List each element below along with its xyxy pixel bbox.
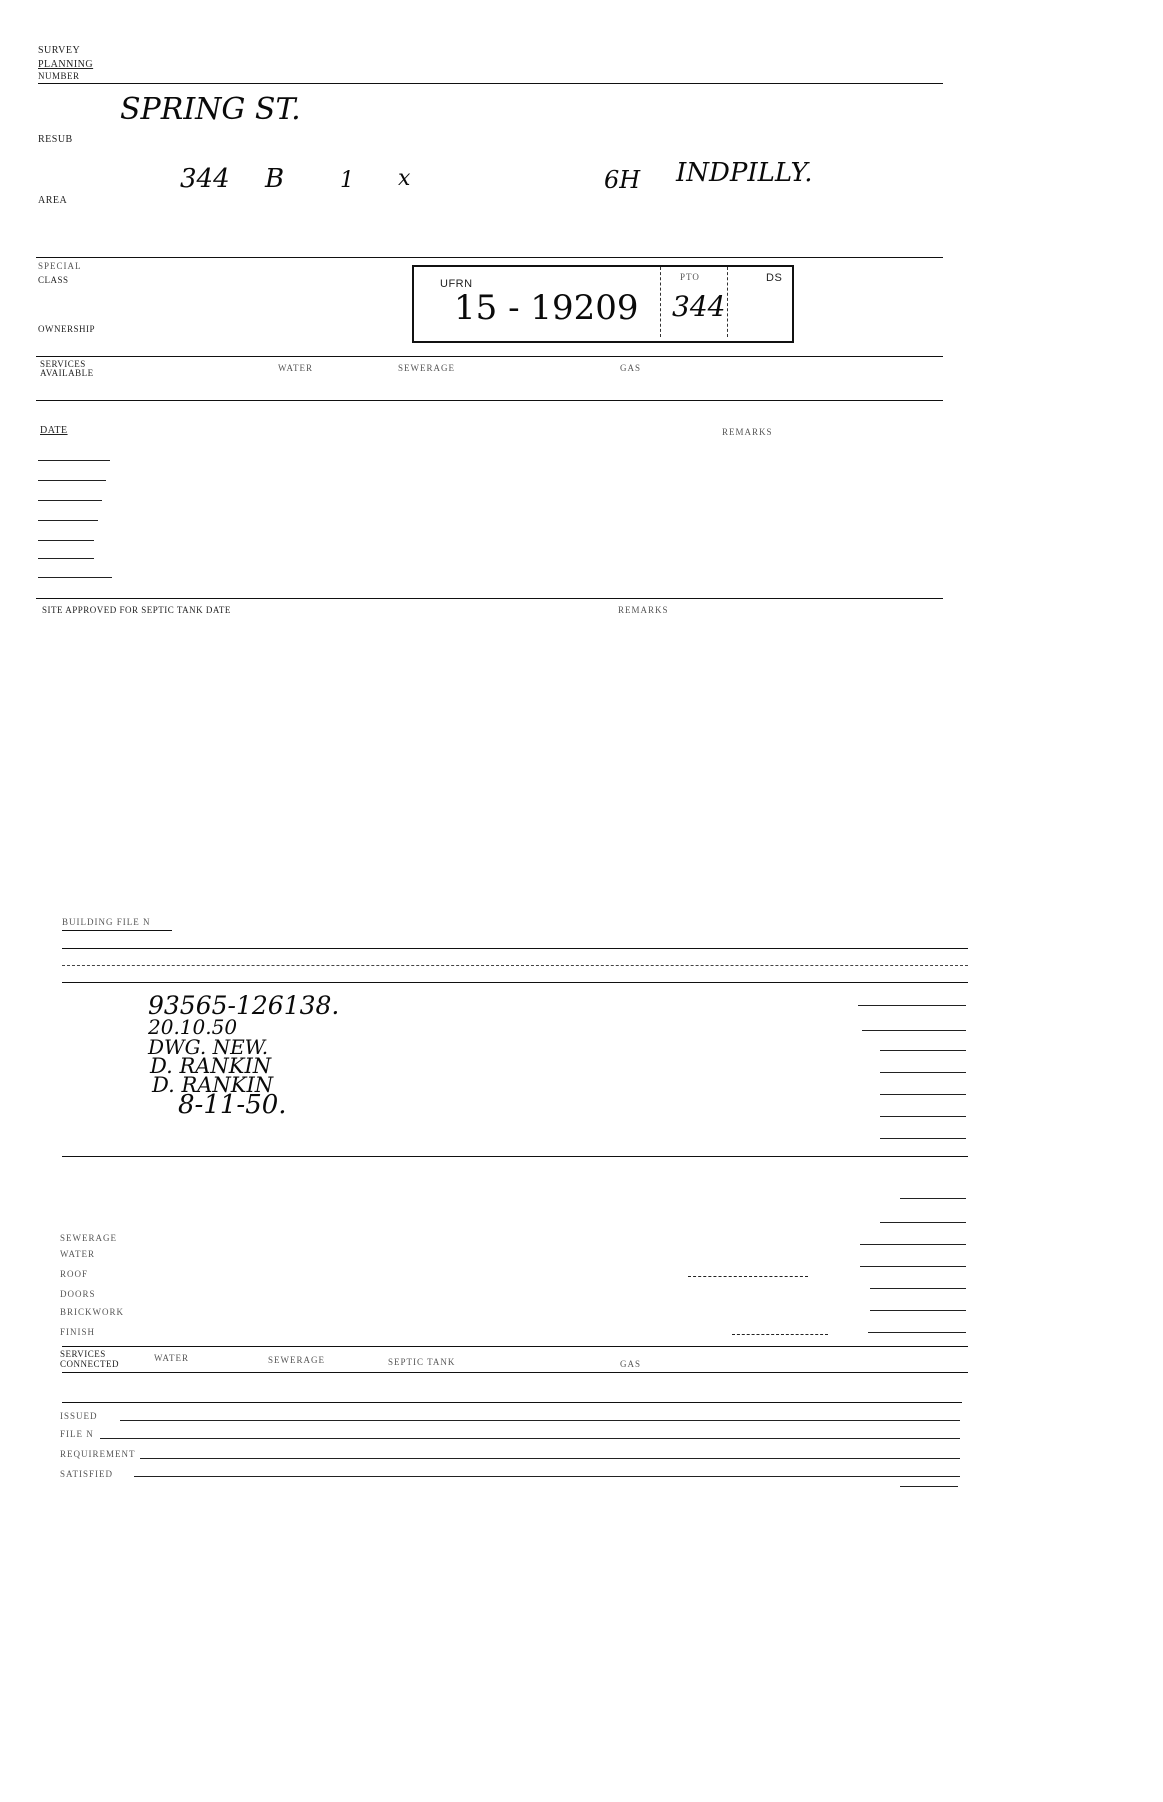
header-rule <box>38 83 943 84</box>
bottom-rule-1 <box>62 948 968 949</box>
form-line <box>868 1332 966 1333</box>
footer-label-requirement: REQUIREMENT <box>60 1449 136 1459</box>
bottom-rule-4 <box>62 1346 968 1347</box>
planning-label: PLANNING <box>38 59 94 70</box>
left-label-doors: DOORS <box>60 1289 96 1299</box>
form-line <box>688 1276 808 1277</box>
form-line <box>880 1222 966 1223</box>
form-line <box>880 1050 966 1051</box>
form-line <box>900 1198 966 1199</box>
number-label: NUMBER <box>38 71 80 81</box>
left-label-brickwork: BRICKWORK <box>60 1307 125 1317</box>
date-line <box>38 558 94 559</box>
site-approved-label: SITE APPROVED FOR SEPTIC TANK DATE <box>42 605 231 615</box>
footer-line <box>134 1476 960 1477</box>
services-col-sewerage: SEWERAGE <box>398 363 455 373</box>
ufrn-value: 15 - 19209 <box>454 288 639 328</box>
date-line <box>38 460 110 461</box>
site-remarks-label: REMARKS <box>618 605 669 615</box>
services-col-gas: GAS <box>620 363 642 373</box>
services-label: SERVICES AVAILABLE <box>40 359 94 379</box>
connected-col-gas: GAS <box>620 1359 642 1369</box>
form-line <box>880 1072 966 1073</box>
bottom-rule-6 <box>62 1402 962 1403</box>
form-line <box>880 1094 966 1095</box>
left-label-water: WATER <box>60 1249 95 1259</box>
area-label: AREA <box>38 195 68 206</box>
footer-label-satisfied: SATISFIED <box>60 1469 114 1479</box>
form-line <box>860 1244 966 1245</box>
form-line <box>860 1266 966 1267</box>
footer-line <box>670 1476 722 1477</box>
date-line <box>38 540 94 541</box>
number-handwritten: 344 <box>180 164 230 194</box>
survey-label: SURVEY <box>38 45 81 56</box>
left-label-finish: FINISH <box>60 1327 96 1337</box>
form-line <box>870 1288 966 1289</box>
date-line <box>38 480 106 481</box>
form-line <box>858 1005 966 1006</box>
handwritten-line-5: D. RANKIN <box>152 1073 274 1097</box>
pto-label: PTO <box>680 272 700 282</box>
building-file-label: BUILDING FILE N <box>62 917 151 927</box>
class-label: CLASS <box>38 275 69 285</box>
file-underline <box>62 930 172 931</box>
footer-line <box>100 1438 960 1439</box>
connected-col-septic: SEPTIC TANK <box>388 1357 456 1367</box>
special-label: SPECIAL <box>38 261 82 271</box>
form-line <box>870 1310 966 1311</box>
footer-line <box>140 1458 960 1459</box>
date-label: DATE <box>40 425 68 436</box>
footer-line <box>900 1486 958 1487</box>
handwritten-line-2: 20.10.50 <box>148 1015 238 1039</box>
date-line <box>38 500 102 501</box>
handwritten-line-3: DWG. NEW. <box>148 1035 269 1059</box>
ufrn-divider <box>660 267 661 337</box>
section-rule-3 <box>36 400 943 401</box>
street-handwritten: SPRING ST. <box>120 92 301 127</box>
ds-label: DS <box>766 272 783 284</box>
ownership-label: OWNERSHIP <box>38 324 96 334</box>
connected-col-water: WATER <box>154 1353 189 1363</box>
footer-label-issued: ISSUED <box>60 1411 98 1421</box>
handwritten-line-4: D. RANKIN <box>150 1054 272 1078</box>
date-line <box>38 520 98 521</box>
connected-col-sewerage: SEWERAGE <box>268 1355 325 1365</box>
ufrn-box <box>412 265 794 343</box>
services-col-water: WATER <box>278 363 313 373</box>
form-line <box>732 1334 828 1335</box>
mark-handwritten: x <box>398 166 411 191</box>
block-handwritten: B <box>265 164 285 194</box>
section-rule-2 <box>36 356 943 357</box>
footer-line <box>120 1420 960 1421</box>
pto-value: 344 <box>672 290 726 323</box>
section-rule-1 <box>36 257 943 258</box>
section-rule-4 <box>36 598 943 599</box>
bottom-rule-3 <box>62 1156 968 1157</box>
lot-handwritten: 1 <box>340 168 354 193</box>
pto-divider <box>727 267 728 337</box>
footer-label-file: FILE N <box>60 1429 94 1439</box>
date-line <box>38 577 112 578</box>
bottom-rule-2 <box>62 982 968 983</box>
ufrn-label: UFRN <box>440 278 473 290</box>
left-label-roof: ROOF <box>60 1269 89 1279</box>
form-line <box>880 1138 966 1139</box>
left-label-sewerage: SEWERAGE <box>60 1233 117 1243</box>
handwritten-line-1: 93565-126138. <box>148 991 340 1020</box>
handwritten-line-6: 8-11-50. <box>178 1090 287 1120</box>
resub-label: RESUB <box>38 134 73 145</box>
area-handwritten: INDPILLY. <box>676 158 813 188</box>
remarks-label: REMARKS <box>722 427 773 437</box>
bottom-rule-dash <box>62 965 968 966</box>
form-line <box>862 1030 966 1031</box>
services-connected-label: SERVICES CONNECTED <box>60 1349 119 1369</box>
form-line <box>880 1116 966 1117</box>
bottom-rule-5 <box>62 1372 968 1373</box>
code-handwritten: 6H <box>604 166 641 194</box>
